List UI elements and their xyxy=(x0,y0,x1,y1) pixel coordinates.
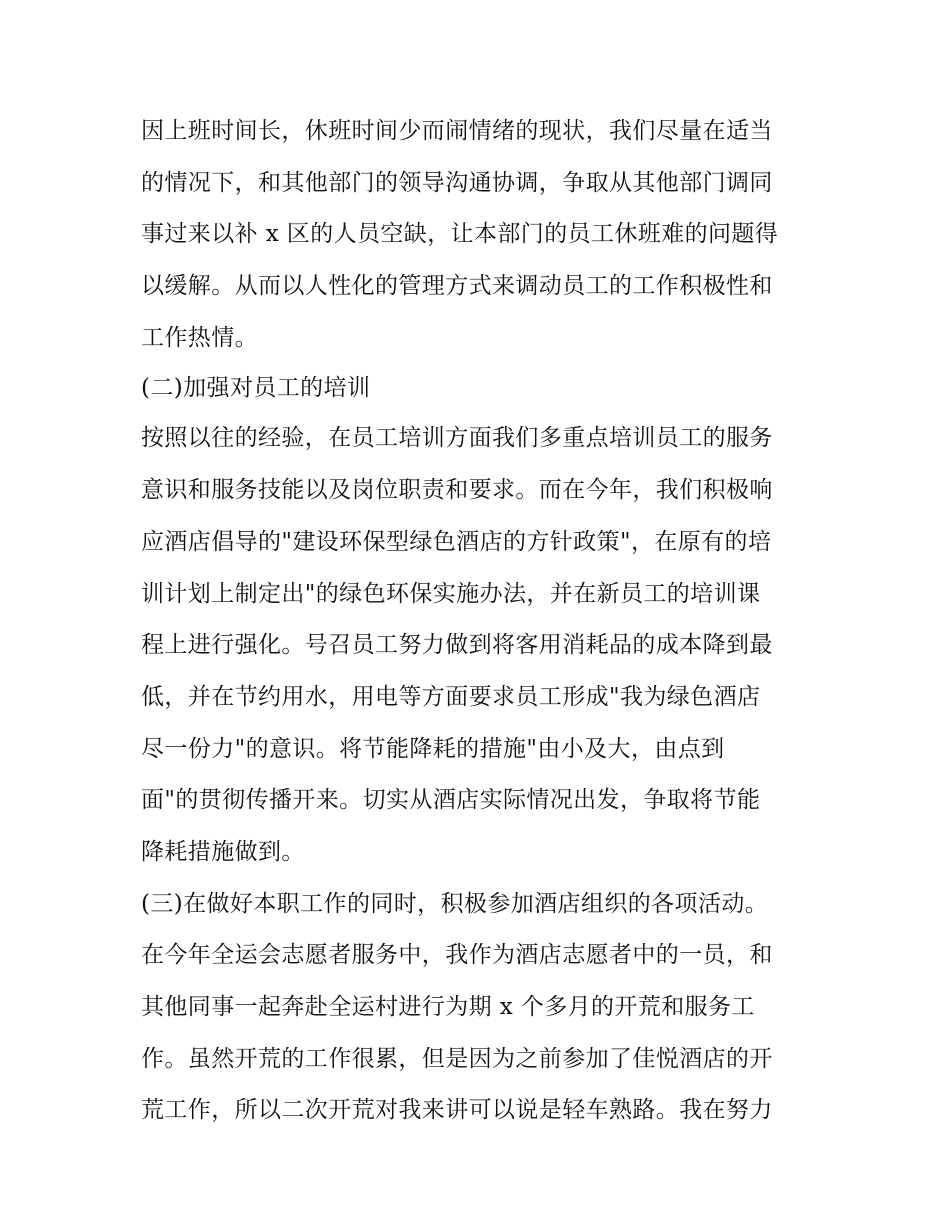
text-line: 意识和服务技能以及岗位职责和要求。而在今年，我们积极响 xyxy=(141,477,773,504)
text-line: 的情况下，和其他部门的领导沟通协调，争取从其他部门调同 xyxy=(141,169,773,196)
text-line: 事过来以补 x 区的人员空缺，让本部门的员工休班难的问题得 xyxy=(141,221,779,248)
text-line: 以缓解。从而以人性化的管理方式来调动员工的工作积极性和 xyxy=(141,273,773,300)
text-line: 按照以往的经验，在员工培训方面我们多重点培训员工的服务 xyxy=(141,425,773,452)
text-line: 尽一份力"的意识。将节能降耗的措施"由小及大，由点到 xyxy=(141,735,725,762)
text-line: 工作热情。 xyxy=(141,324,258,351)
section-heading: (二)加强对员工的培训 xyxy=(141,375,371,402)
text-line: 应酒店倡导的"建设环保型绿色酒店的方针政策"，在原有的培 xyxy=(141,528,772,555)
text-line: 其他同事一起奔赴全运村进行为期 x 个多月的开荒和服务工 xyxy=(141,994,755,1020)
text-line: 在今年全运会志愿者服务中，我作为酒店志愿者中的一员，和 xyxy=(141,942,773,969)
document-body xyxy=(141,106,821,1137)
text-line: 降耗措施做到。 xyxy=(141,838,305,865)
text-line: 低，并在节约用水，用电等方面要求员工形成"我为绿色酒店 xyxy=(141,683,761,710)
text-line: 训计划上制定出"的绿色环保实施办法，并在新员工的培训课 xyxy=(141,580,761,607)
text-line: 面"的贯彻传播开来。切实从酒店实际情况出发，争取将节能 xyxy=(141,787,761,814)
text-line: 程上进行强化。号召员工努力做到将客用消耗品的成本降到最 xyxy=(141,632,773,659)
text-line: 因上班时间长，休班时间少而闹情绪的现状，我们尽量在适当 xyxy=(141,118,773,144)
text-line: 荒工作，所以二次开荒对我来讲可以说是轻车熟路。我在努力 xyxy=(141,1097,773,1124)
section-heading: (三)在做好本职工作的同时，积极参加酒店组织的各项活动。 xyxy=(141,890,769,917)
text-line: 作。虽然开荒的工作很累，但是因为之前参加了佳悦酒店的开 xyxy=(141,1045,773,1072)
